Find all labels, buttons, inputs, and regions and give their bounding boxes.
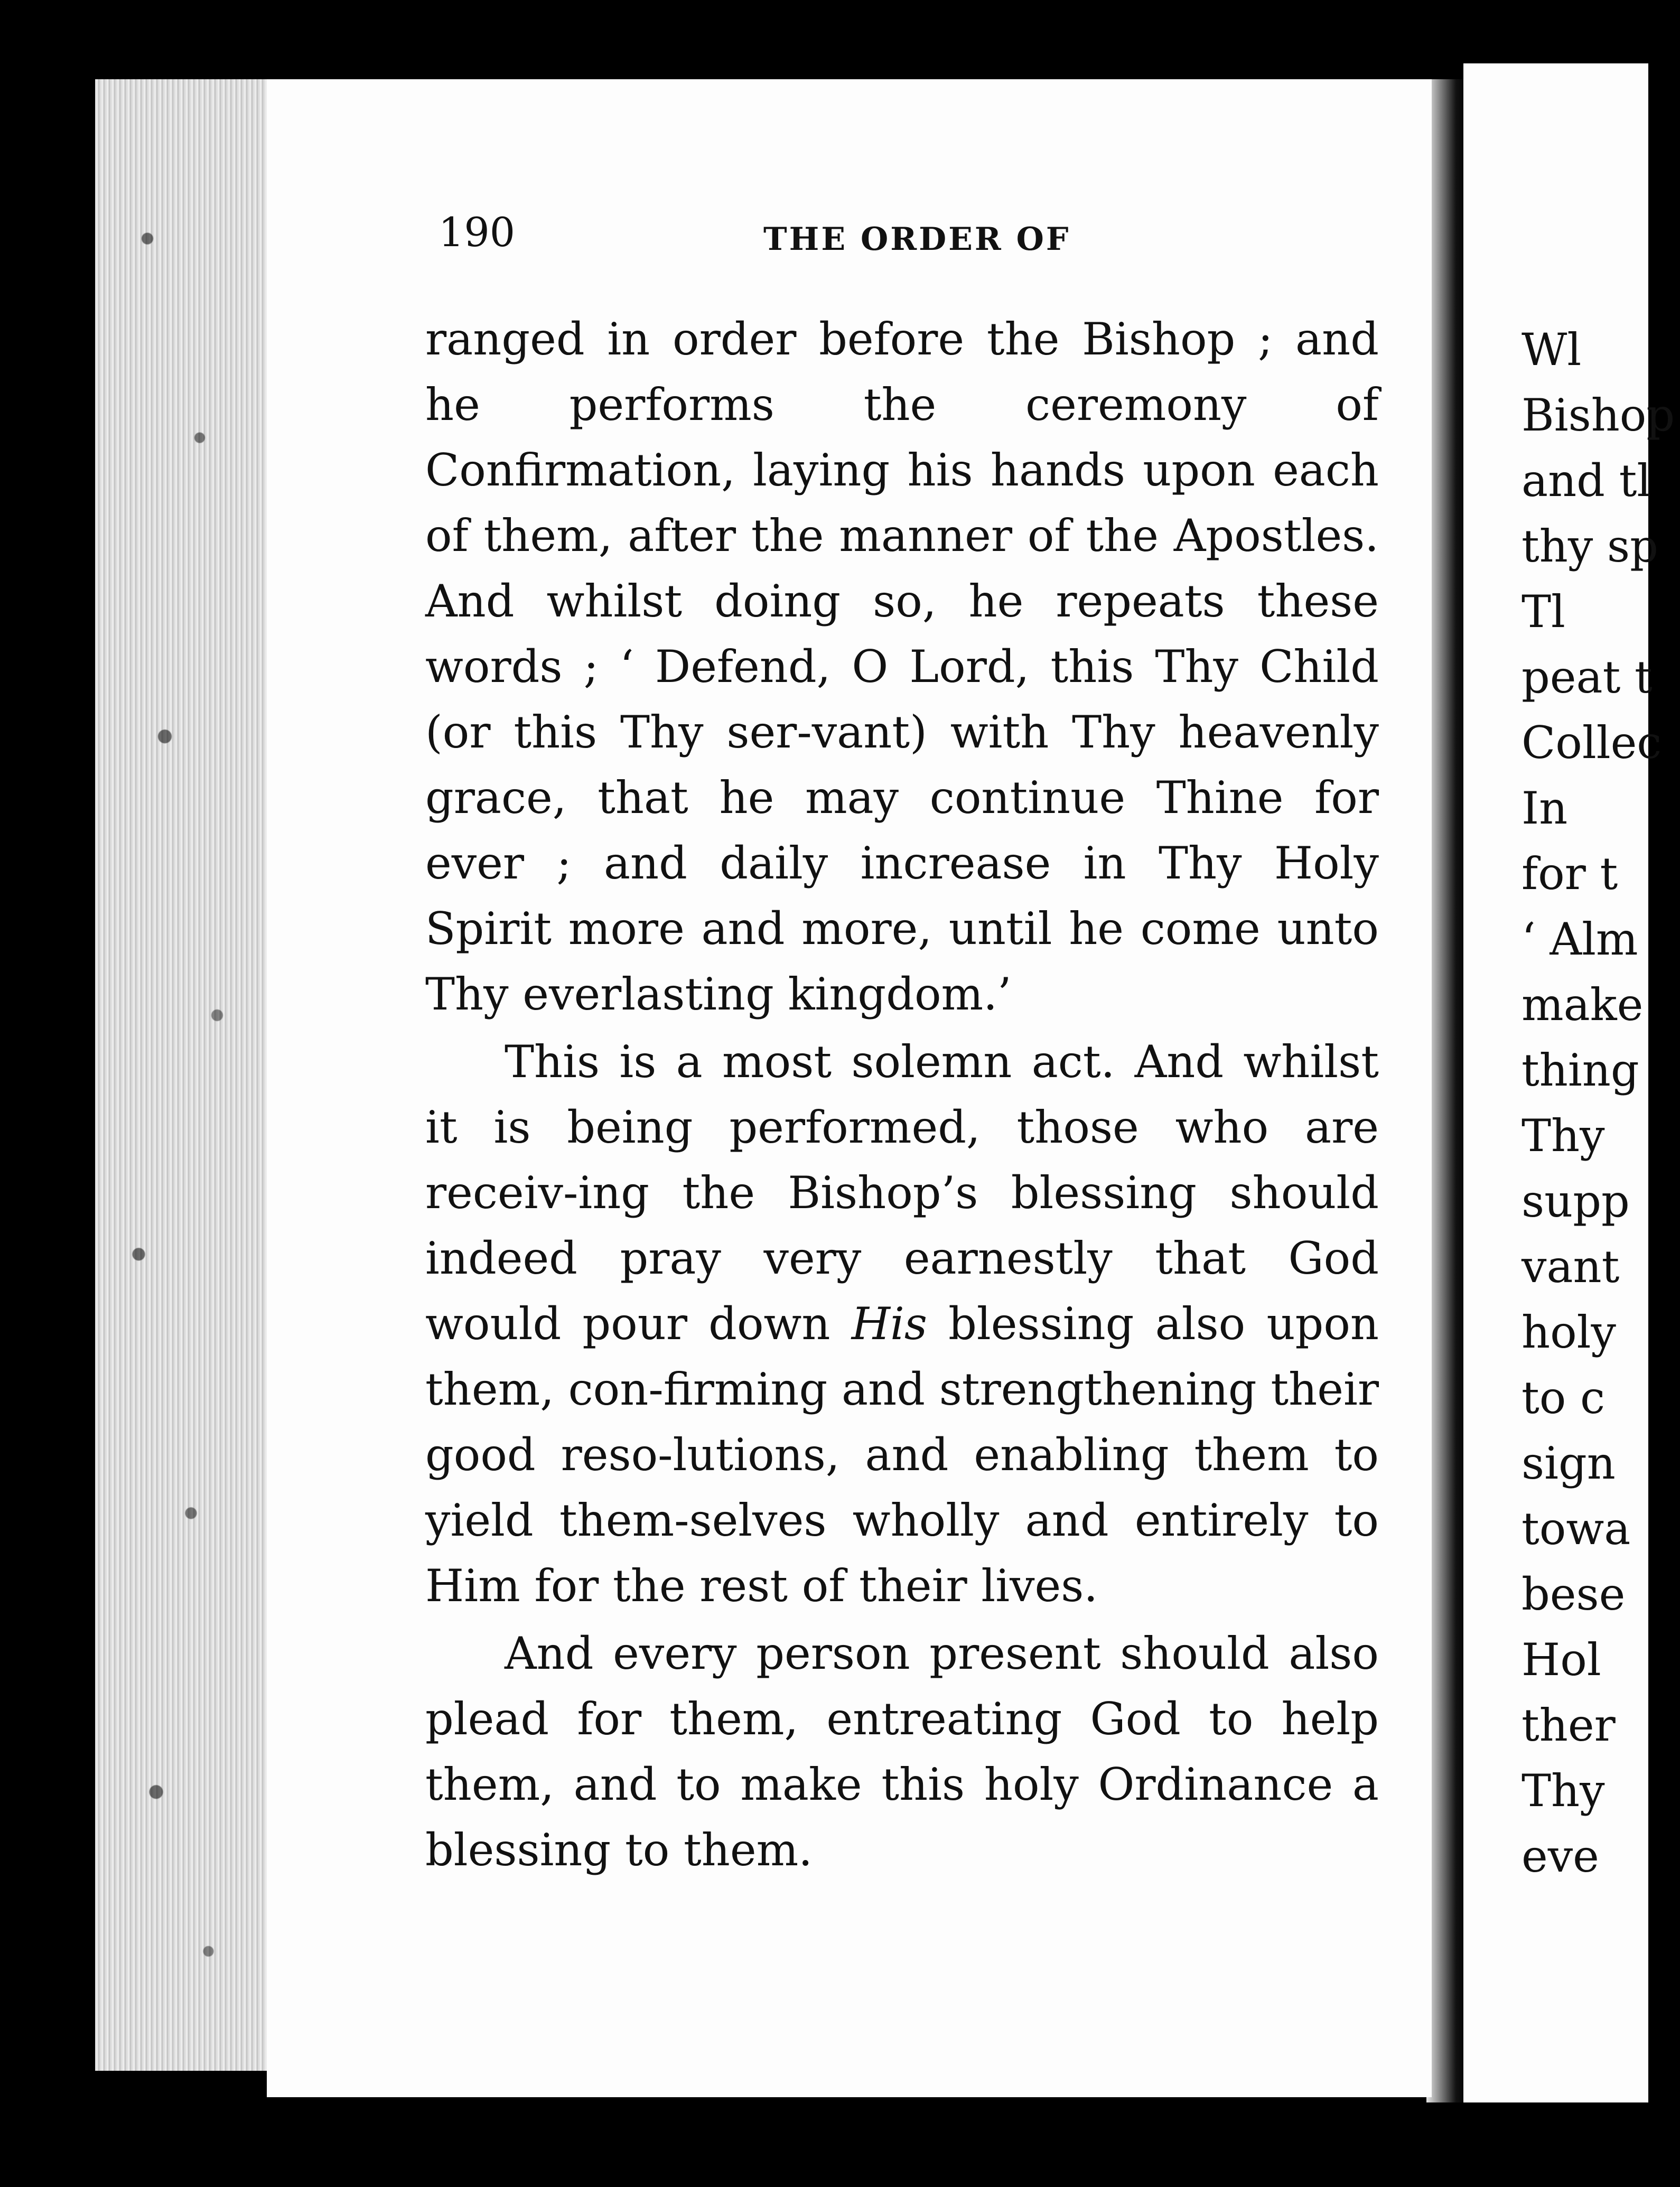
right-line: Hol (1522, 1634, 1601, 1686)
right-line: Wl (1522, 324, 1582, 376)
right-line: thy sp (1522, 520, 1658, 572)
right-line: vant (1522, 1241, 1620, 1293)
right-page (1463, 63, 1675, 2102)
right-line: thing (1522, 1044, 1639, 1096)
page-edges (95, 79, 269, 2071)
right-line: sign (1522, 1437, 1616, 1489)
right-line: ther (1522, 1699, 1616, 1751)
right-line: Tl (1522, 586, 1565, 638)
right-line: for t (1522, 848, 1618, 900)
right-line: bese (1522, 1568, 1626, 1620)
page-number: 190 (438, 209, 516, 256)
paragraph-2-italic: His (851, 1298, 927, 1350)
right-line: eve (1522, 1830, 1599, 1882)
paragraph-3: And every person present should also plead for them, entreating God to help them, and to make this holy Ordinance a blessing to them. (425, 1628, 1379, 1876)
right-line: Thy (1522, 1765, 1605, 1817)
right-line: Bishop (1522, 389, 1675, 441)
paragraph-2-start: This is a most solemn act. And whilst it is being performed, those who are receiv-ing the Bishop’s blessing should indeed pray very earnestly that God would pour down (425, 1036, 1379, 1350)
right-line: In (1522, 782, 1568, 834)
paragraph-1: ranged in order before the Bishop ; and he performs the ceremony of Confirmation, laying his hands upon each of them, after the manner of the Apostles. And whilst doing so, he repeats these words ; ‘ Defend, O Lord, this Thy Child (or this Thy ser-vant) with Thy heavenly grace, that he may continue Thine for ever ; and daily increase in Thy Holy Spirit more and more, until he come unto Thy everlasting kingdom.’ (425, 313, 1379, 1020)
right-line: to c (1522, 1372, 1606, 1424)
running-head: THE ORDER OF (763, 221, 1071, 258)
paragraph-2-end: blessing also upon them, con-firming and strengthening their good reso-lutions, and enabling them to yield them-selves wholly and entirely to Him for the rest of their lives. (425, 1298, 1379, 1612)
right-line: holy (1522, 1306, 1616, 1358)
book-gutter (1426, 79, 1469, 2102)
right-line: peat t (1522, 651, 1653, 703)
right-line: Collec (1522, 717, 1662, 769)
right-line: towa (1522, 1503, 1631, 1555)
right-line: Thy (1522, 1110, 1605, 1162)
paragraph-2 (425, 1029, 1379, 1619)
right-line: ‘ Alm (1522, 913, 1638, 965)
right-line: supp (1522, 1175, 1630, 1227)
right-page-text (1522, 317, 1680, 1889)
right-line: and tl (1522, 455, 1651, 507)
body-text (425, 306, 1379, 1883)
right-line: make (1522, 979, 1644, 1031)
